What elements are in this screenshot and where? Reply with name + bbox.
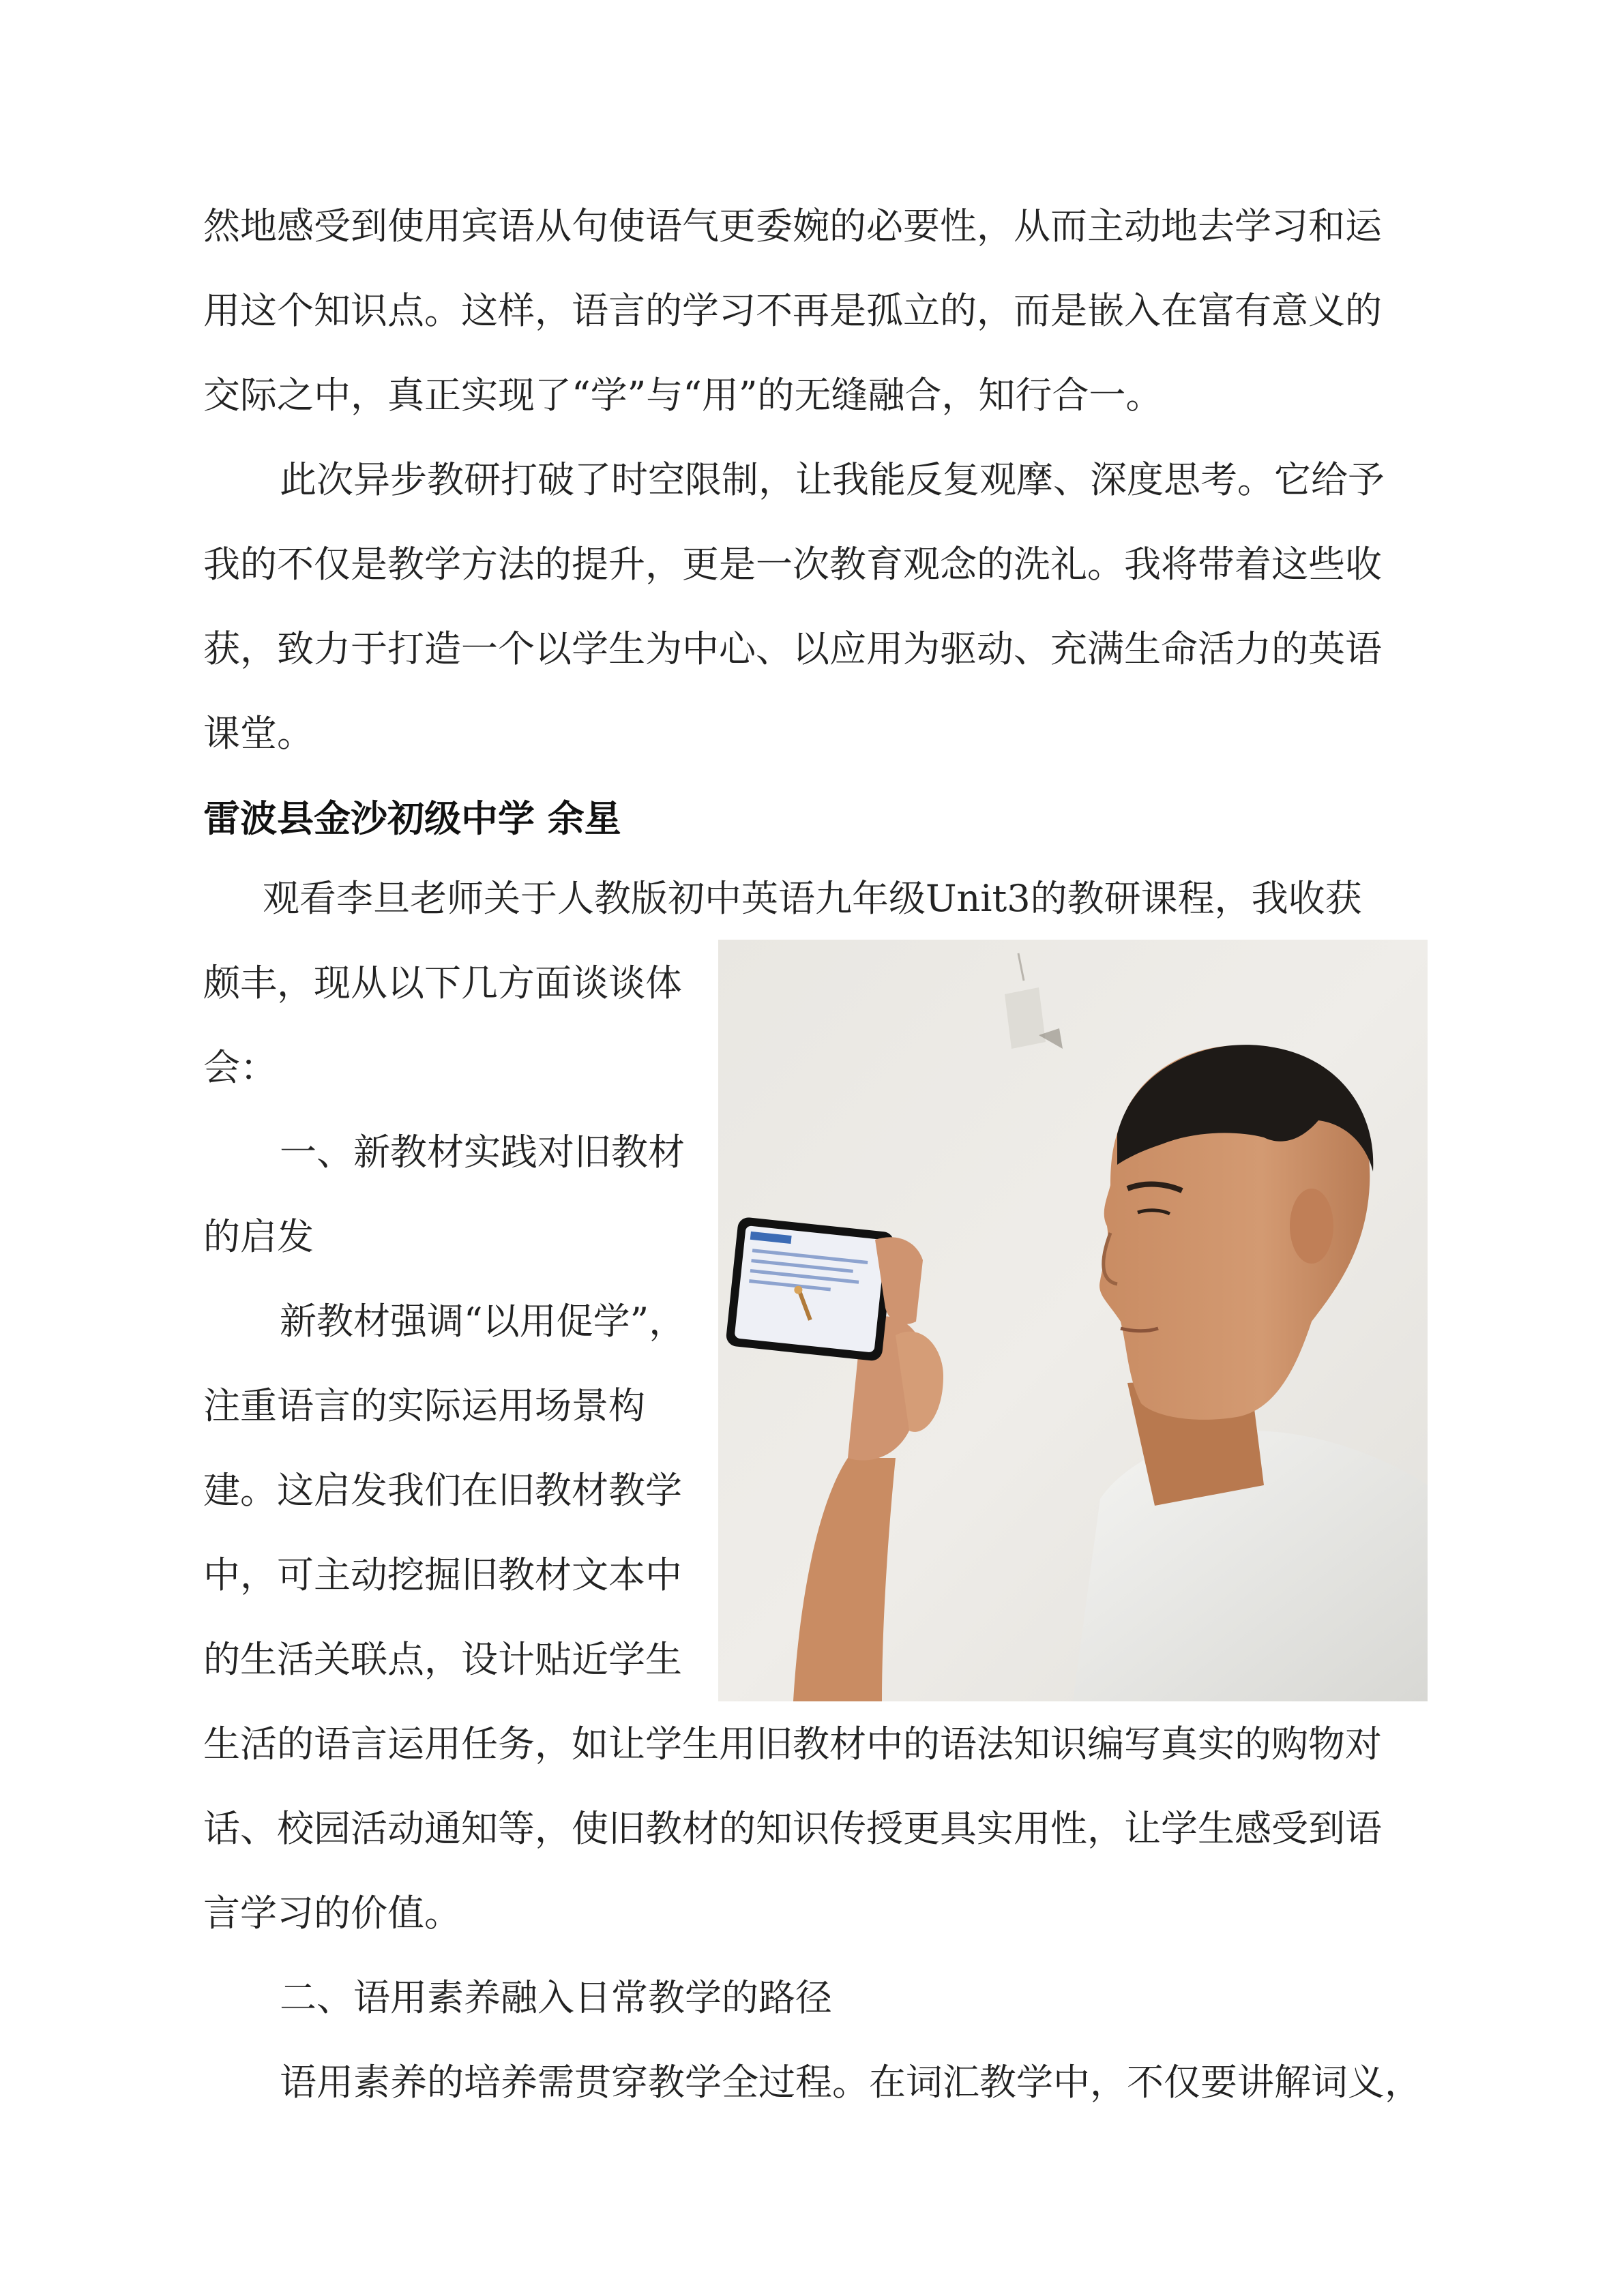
paragraph-line: 新教材强调“以用促学”，: [280, 1300, 686, 1343]
paragraph-line: 用这个知识点。这样，语言的学习不再是孤立的，而是嵌入在富有意义的: [203, 289, 1382, 332]
section-heading: 的启发: [203, 1215, 314, 1258]
section-heading: 一、新教材实践对旧教材: [280, 1131, 685, 1174]
paragraph-line: 观看李旦老师关于人教版初中英语九年级Unit3的教研课程，我收获: [263, 877, 1362, 920]
paragraph-line: 获，致力于打造一个以学生为中心、以应用为驱动、充满生命活力的英语: [203, 627, 1382, 670]
photo-illustration: [718, 940, 1428, 1701]
paragraph-line: 此次异步教研打破了时空限制，让我能反复观摩、深度思考。它给予: [280, 458, 1385, 501]
paragraph-line: 的生活关联点，设计贴近学生: [203, 1638, 682, 1681]
section-heading: 二、语用素养融入日常教学的路径: [280, 1976, 832, 2019]
paragraph-line: 我的不仅是教学方法的提升，更是一次教育观念的洗礼。我将带着这些收: [203, 543, 1382, 586]
author-heading: 雷波县金沙初级中学 余星: [203, 796, 621, 840]
paragraph-line: 中，可主动挖掘旧教材文本中: [203, 1553, 682, 1596]
paragraph-line: 言学习的价值。: [203, 1892, 461, 1935]
paragraph-line: 话、校园活动通知等，使旧教材的知识传授更具实用性，让学生感受到语: [203, 1807, 1382, 1850]
paragraph-line: 会：: [203, 1046, 277, 1089]
paragraph-line: 生活的语言运用任务，如让学生用旧教材中的语法知识编写真实的购物对: [203, 1723, 1382, 1765]
paragraph-line: 然地感受到使用宾语从句使语气更委婉的必要性，从而主动地去学习和运: [203, 205, 1382, 248]
paragraph-line: 语用素养的培养需贯穿教学全过程。在词汇教学中，不仅要讲解词义，: [280, 2061, 1421, 2104]
teacher-watching-phone-photo: [718, 940, 1428, 1701]
paragraph-line: 交际之中，真正实现了“学”与“用”的无缝融合，知行合一。: [203, 374, 1163, 417]
paragraph-line: 建。这启发我们在旧教材教学: [203, 1469, 682, 1512]
paragraph-line: 颇丰，现从以下几方面谈谈体: [203, 961, 682, 1004]
paragraph-line: 注重语言的实际运用场景构: [203, 1384, 645, 1427]
paragraph-line: 课堂。: [203, 712, 314, 755]
